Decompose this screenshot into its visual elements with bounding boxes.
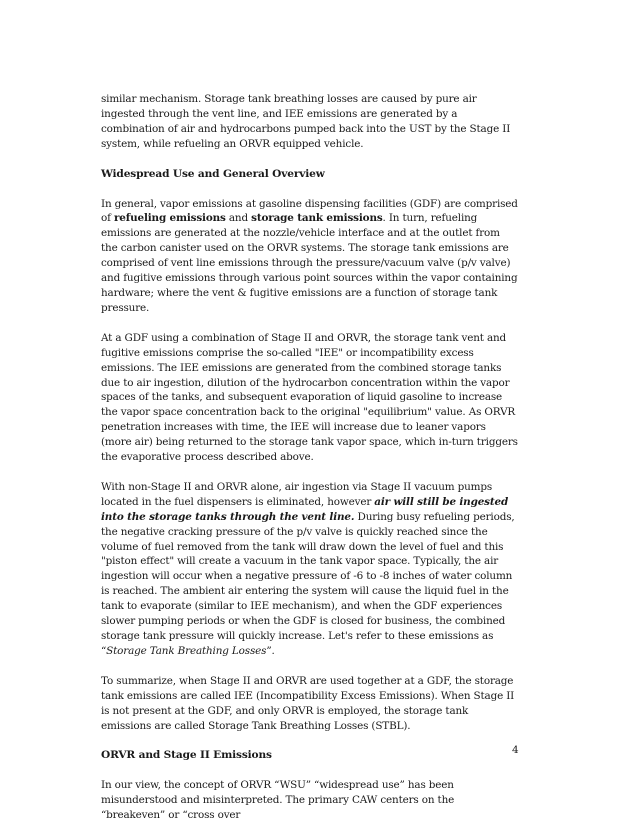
paragraph-wsu-concept: In our view, the concept of ORVR “WSU” “widespread use” has been misunderstood and misinterpreted. The primary CAW centers on the “breakeven” or “cross over [101,779,455,822]
paragraph-non-stage-ii [101,480,519,659]
paragraph-iee-emissions: At a GDF using a combination of Stage II and ORVR, the storage tank vent and fugitive emissions comprise the so-called "IEE" or incompatibility excess emissions. The IEE emissions are generated from the combined storage tanks due to air ingestion, dilution of the hydrocarbon concentration within the vapor spaces of the tanks, and subsequent evaporation of liquid gasoline to increase the vapor space concentration back to the original "equilibrium" value. As ORVR penetration increases with time, the IEE will increase due to leaner vapors (more air) being returned to the storage tank vapor space, which in-turn triggers the evaporative process described above. [101,331,518,464]
text-run: During busy refueling periods, the negative cracking pressure of the p/v valve is quickly reached since the volume of fuel removed from the tank will draw down the level of fuel and this "piston effect" will create a vacuum in the tank vapor space. Typically, the air ingestion will occur when a negative pressure of -6 to -8 inches of water column is reached. The ambient air entering the system will cause the liquid fuel in the tank to evaporate (similar to IEE mechanism), and when the GDF experiences slower pumping periods or when the GDF is closed for business, the combined storage tank pressure will quickly increase. Let's refer to these emissions as “ [101,510,515,657]
paragraph-general-overview [101,197,519,316]
text-run: and [225,212,252,225]
bold-refueling-emissions: refueling emissions [113,212,226,225]
paragraph-stbl-mechanism: similar mechanism. Storage tank breathing losses are caused by pure air ingested through the vent line, and IEE emissions are generated by a combination of air and hydrocarbons pumped back into the UST by the Stage II system, while refueling an ORVR equipped vehicle. [101,93,511,150]
text-run: . In turn, refueling emissions are generated at the nozzle/vehicle interface and at the outlet from the carbon canister used on the ORVR systems. The storage tank emissions are comprised of vent line emissions through the pressure/vacuum valve (p/v valve) and fugitive emissions through various point sources within the vapor containing hardware; where the vent & fugitive emissions are a function of storage tank pressure. [101,212,518,314]
paragraph-summary: To summarize, when Stage II and ORVR are used together at a GDF, the storage tank emissions are called IEE (Incompatibility Excess Emissions). When Stage II is not present at the GDF, and only ORVR is employed, the storage tank emissions are called Storage Tank Breathing Losses (STBL). [101,674,515,732]
heading-widespread-use: Widespread Use and General Overview [101,167,325,180]
italic-air-ingested: air will still be ingested into the storage tanks through the vent line. [101,495,509,523]
text-run: In general, vapor emissions at gasoline dispensing facilities (GDF) are comprised of [101,197,518,225]
italic-stbl: Storage Tank Breathing Losses [106,644,267,657]
text-run: ”. [266,644,275,657]
text-run: With non-Stage II and ORVR alone, air ingestion via Stage II vacuum pumps located in the fuel dispensers is eliminated, however [101,480,493,508]
page-number: 4 [512,744,519,756]
document-page [101,92,519,838]
bold-storage-tank-emissions: storage tank emissions [251,212,383,225]
heading-orvr-stage-ii: ORVR and Stage II Emissions [101,749,272,762]
